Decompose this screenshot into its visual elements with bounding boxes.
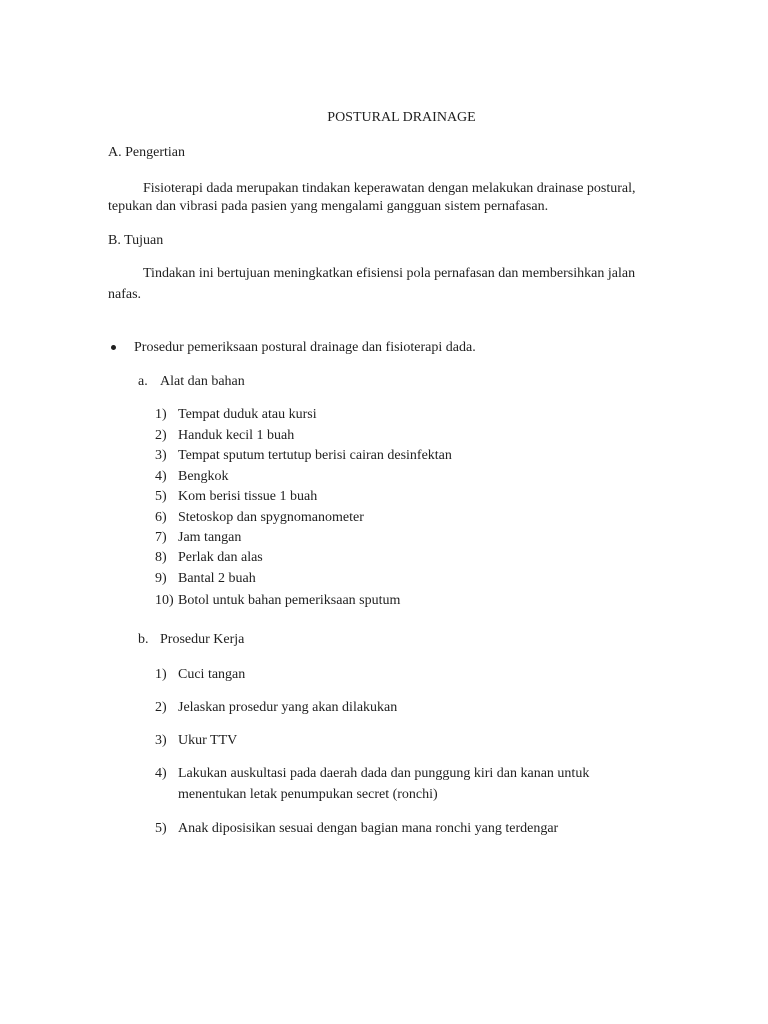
list-item: Lakukan auskultasi pada daerah dada dan punggung kiri dan kanan untuk	[178, 766, 590, 781]
list-item-number: 1)	[155, 667, 167, 682]
list-item: Kom berisi tissue 1 buah	[178, 489, 318, 504]
list-item: Tempat sputum tertutup berisi cairan desinfektan	[178, 448, 452, 463]
list-item-number: 4)	[155, 766, 167, 781]
list-item-number: 8)	[155, 550, 167, 565]
paragraph-line: Fisioterapi dada merupakan tindakan keperawatan dengan melakukan drainase postural,	[143, 181, 636, 196]
list-item: Botol untuk bahan pemeriksaan sputum	[178, 593, 401, 608]
sublist-marker-b: b.	[138, 632, 149, 647]
bullet-text: Prosedur pemeriksaan postural drainage dan fisioterapi dada.	[134, 340, 476, 355]
bullet-icon	[111, 345, 116, 350]
section-heading-tujuan: B. Tujuan	[108, 233, 164, 248]
list-item-number: 10)	[155, 593, 174, 608]
list-item-number: 5)	[155, 821, 167, 836]
list-item: Cuci tangan	[178, 667, 246, 682]
sublist-label-a: Alat dan bahan	[160, 374, 245, 389]
list-item-number: 2)	[155, 428, 167, 443]
list-item-number: 9)	[155, 571, 167, 586]
list-item: Ukur TTV	[178, 733, 238, 748]
sublist-marker-a: a.	[138, 374, 148, 389]
list-item: Bengkok	[178, 469, 229, 484]
list-item-number: 6)	[155, 510, 167, 525]
paragraph-line: Tindakan ini bertujuan meningkatkan efisiensi pola pernafasan dan membersihkan jalan	[143, 266, 636, 281]
section-heading-pengertian: A. Pengertian	[108, 145, 185, 160]
paragraph-line: nafas.	[108, 287, 142, 302]
list-item: Anak diposisikan sesuai dengan bagian mana ronchi yang terdengar	[178, 821, 559, 836]
list-item: Stetoskop dan spygnomanometer	[178, 510, 364, 525]
list-item-number: 3)	[155, 733, 167, 748]
list-item-number: 4)	[155, 469, 167, 484]
list-item-number: 3)	[155, 448, 167, 463]
sublist-label-b: Prosedur Kerja	[160, 632, 245, 647]
list-item-number: 2)	[155, 700, 167, 715]
list-item: Jam tangan	[178, 530, 242, 545]
list-item: Tempat duduk atau kursi	[178, 407, 317, 422]
list-item-number: 1)	[155, 407, 167, 422]
document-title: POSTURAL DRAINAGE	[327, 110, 476, 125]
list-item: Handuk kecil 1 buah	[178, 428, 295, 443]
list-item: Bantal 2 buah	[178, 571, 256, 586]
list-item-number: 5)	[155, 489, 167, 504]
list-item: Jelaskan prosedur yang akan dilakukan	[178, 700, 398, 715]
list-item: Perlak dan alas	[178, 550, 263, 565]
paragraph-line: tepukan dan vibrasi pada pasien yang mengalami gangguan sistem pernafasan.	[108, 199, 549, 214]
list-item-number: 7)	[155, 530, 167, 545]
list-item-continuation: menentukan letak penumpukan secret (ronchi)	[178, 787, 438, 802]
